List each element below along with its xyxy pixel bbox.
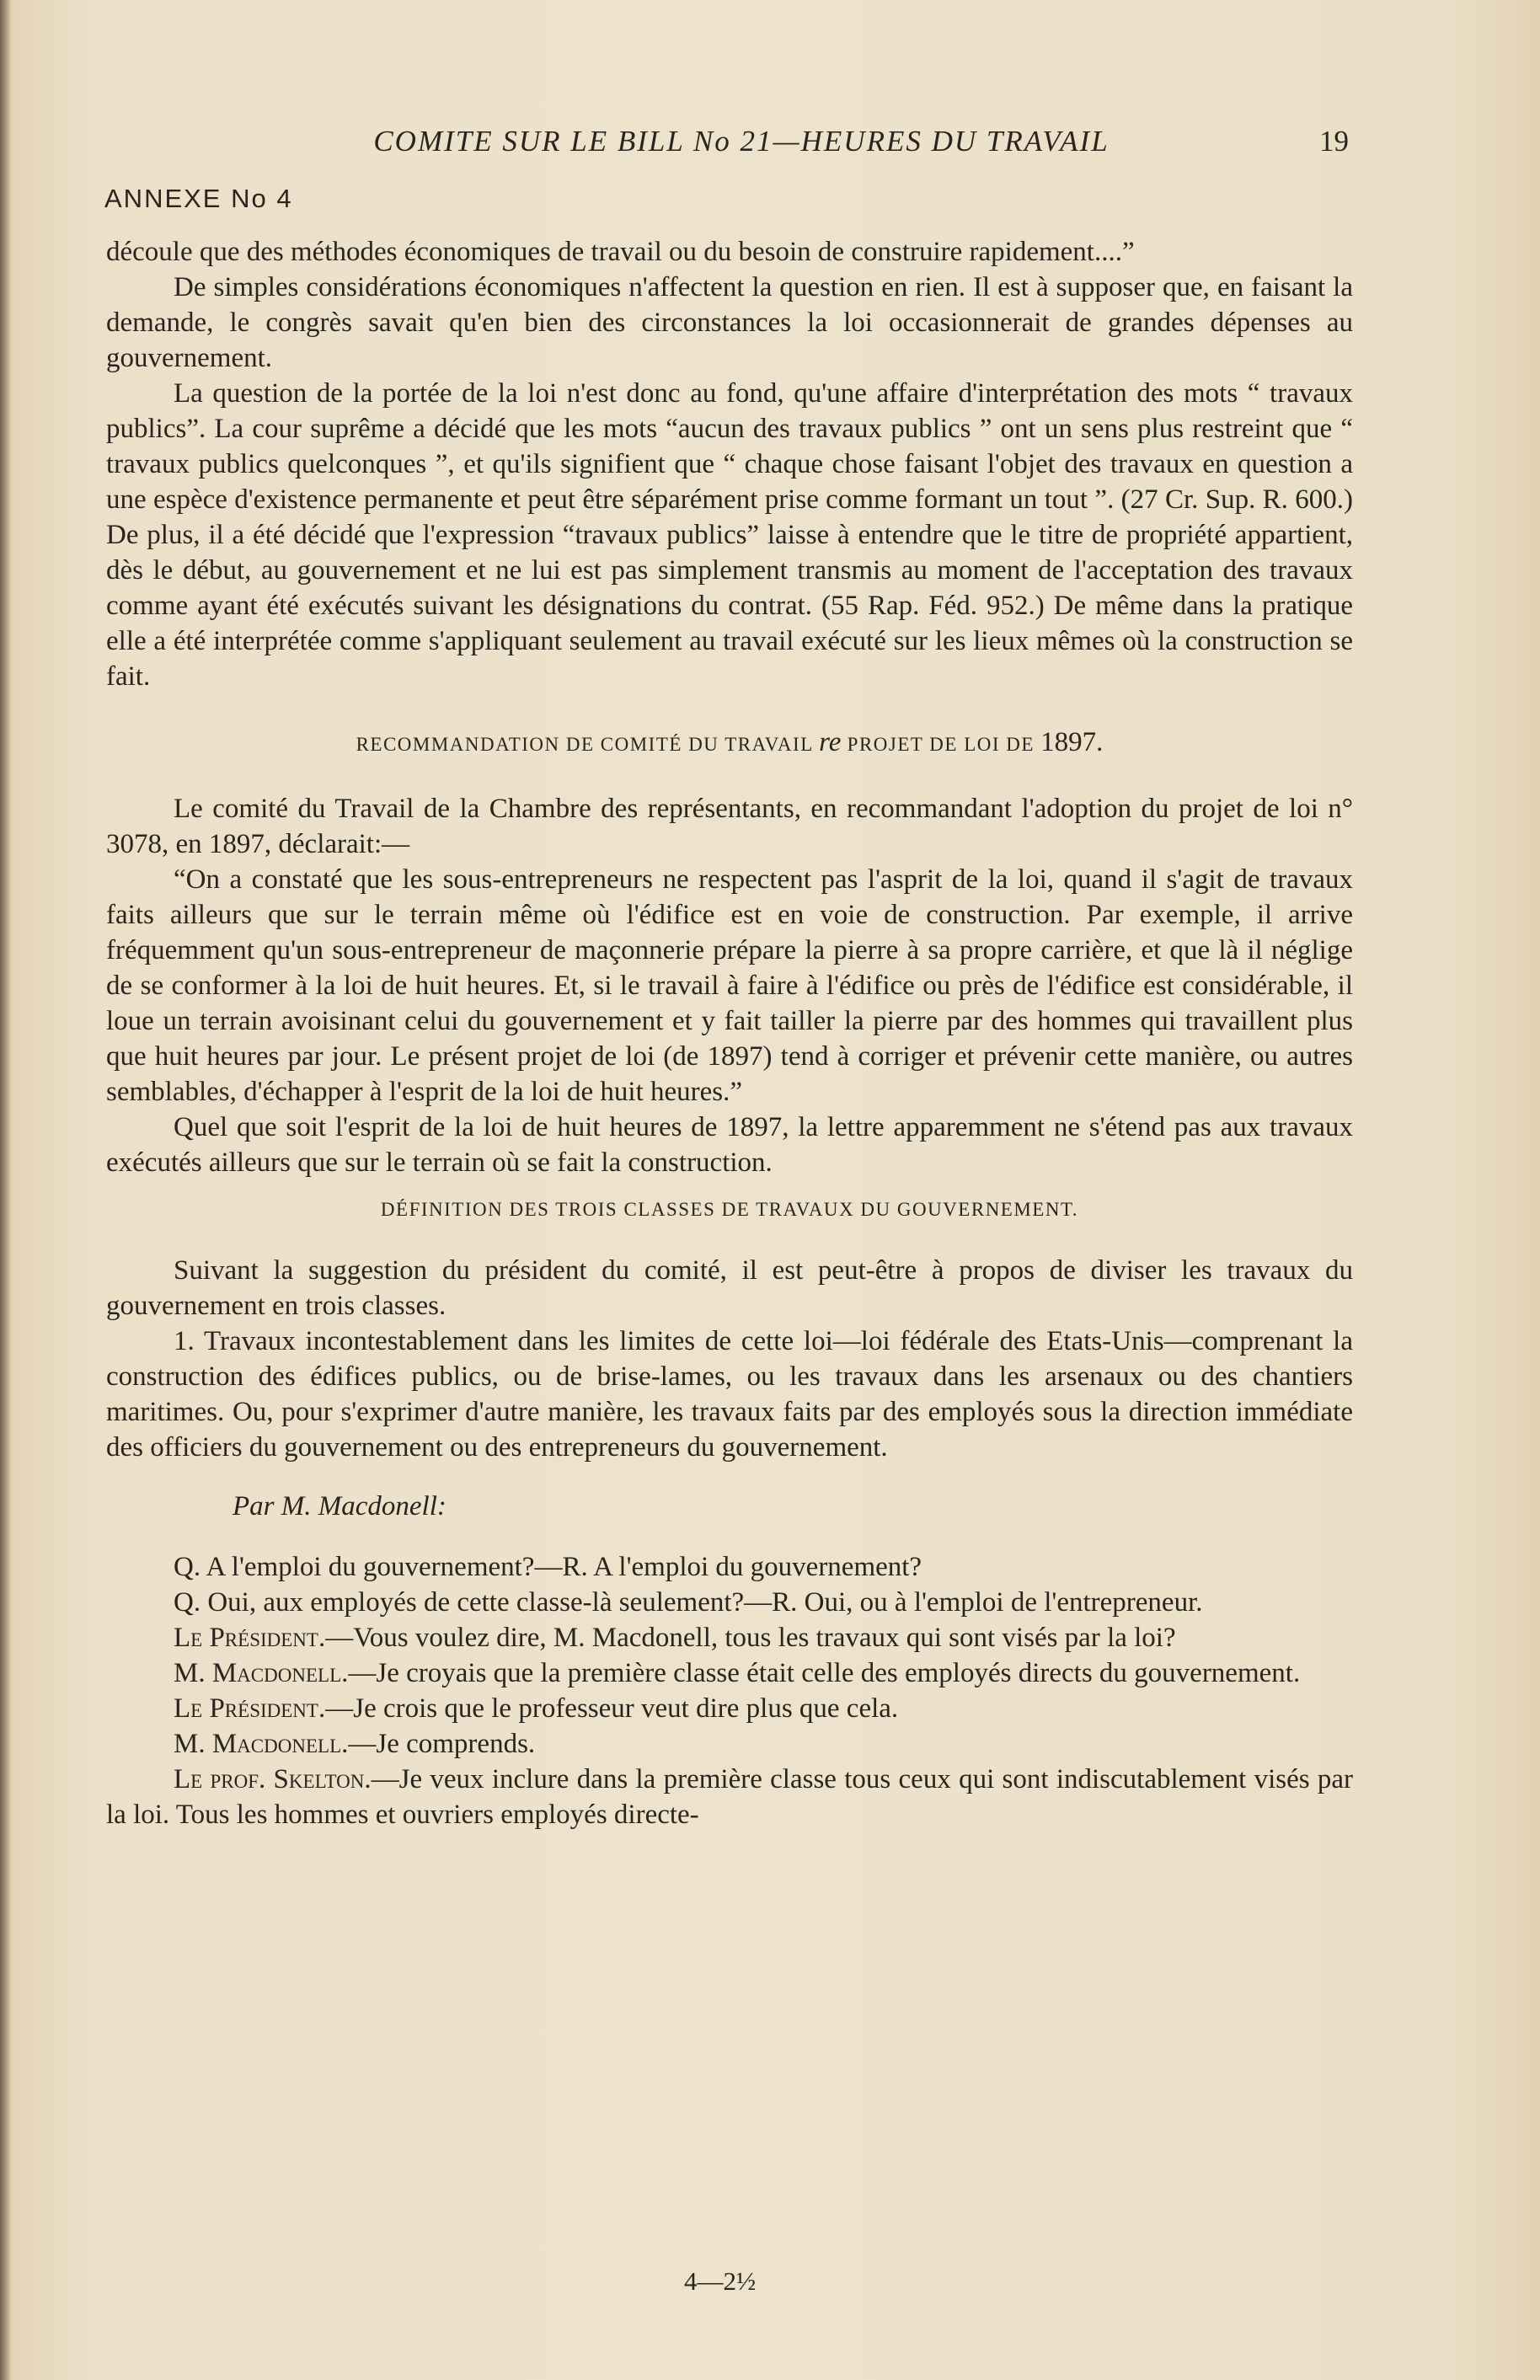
dialogue-line	[106, 1691, 1353, 1726]
page-number: 19	[1319, 125, 1349, 158]
paragraph: La question de la portée de la loi n'est donc au fond, qu'une affaire d'interprétation des mots “ travaux publics”. La cour suprême a décidé que les mots “aucun des travaux publics ” ont un sens plus restreint que “ travaux publics quelconques ”, et qu'ils signifient que “ chaque chose faisant l'objet des travaux en question a une espèce d'existence permanente et peut être séparément prise comme formant un tout ”. (27 Cr. Sup. R. 600.) De plus, il a été décidé que l'expression “travaux publics” laisse à entendre que le titre de propriété appartient, dès le début, au gouvernement et ne lui est pas simplement transmis au moment de l'acceptation des travaux comme ayant été exécutés suivant les désignations du contrat. (55 Rap. Féd. 952.) De même dans la pratique elle a été interprétée comme s'appliquant seulement au travail exécuté sur les lieux mêmes où la construction se fait.	[106, 378, 1353, 692]
paragraph: Quel que soit l'esprit de la loi de huit heures de 1897, la lettre apparemment ne s'étend pas aux travaux exécutés ailleurs que sur le terrain où se fait la construction.	[106, 1112, 1353, 1178]
speaker-heading: Par M. Macdonell:	[233, 1491, 446, 1522]
section-heading: DÉFINITION DES TROIS CLASSES DE TRAVAUX DU GOUVERNEMENT.	[380, 1199, 1079, 1220]
speaker-name: M. Macdonell.	[174, 1729, 349, 1759]
dialogue-line	[106, 1726, 1353, 1762]
paragraph: De simples considérations économiques n'affectent la question en rien. Il est à supposer que, en faisant la demande, le congrès savait qu'en bien des circonstances la loi occasionnerait de grandes dépenses au gouvernement.	[106, 272, 1353, 373]
section-heading	[106, 725, 1353, 762]
paragraph: Le comité du Travail de la Chambre des représentants, en recommandant l'adoption du projet de loi n° 3078, en 1897, déclarait:—	[106, 794, 1353, 859]
question-answer: Q. A l'emploi du gouvernement?—R. A l'emploi du gouvernement?	[174, 1552, 922, 1582]
running-head: COMITE SUR LE BILL No 21—HEURES DU TRAVAIL	[373, 125, 1110, 158]
heading-text: RECOMMANDATION DE COMITÉ DU TRAVAIL	[356, 734, 813, 755]
speaker-name: Le Président.	[174, 1693, 326, 1724]
paragraph: Suivant la suggestion du président du comité, il est peut-être à propos de diviser les travaux du gouvernement en trois classes.	[106, 1255, 1353, 1321]
question-answer: Q. Oui, aux employés de cette classe-là seulement?—R. Oui, ou à l'emploi de l'entrepreneur.	[174, 1587, 1203, 1618]
annexe-label: ANNEXE No 4	[104, 184, 293, 213]
body-text	[106, 234, 1353, 1832]
speaker-name: M. Macdonell.	[174, 1658, 349, 1688]
speech-text: —Je croyais que la première classe était celle des employés directs du gouvernement.	[348, 1658, 1301, 1688]
dialogue-line	[106, 1762, 1353, 1832]
speaker-name: Le prof. Skelton.	[174, 1764, 372, 1794]
paragraph: 1. Travaux incontestablement dans les limites de cette loi—loi fédérale des Etats-Unis—comprenant la construction des édifices publics, ou de brise-lames, ou les travaux dans les arsenaux ou des chantiers maritimes. Ou, pour s'exprimer d'autre manière, les travaux faits par des employés sous la direction immédiate des officiers du gouvernement ou des entrepreneurs du gouvernement.	[106, 1326, 1353, 1463]
speech-text: —Vous voulez dire, M. Macdonell, tous les travaux qui sont visés par la loi?	[325, 1623, 1176, 1653]
heading-year: 1897.	[1040, 727, 1104, 757]
quoted-paragraph: “On a constaté que les sous-entrepreneurs ne respectent pas l'asprit de la loi, quand il s'agit de travaux faits ailleurs que sur le terrain même où l'édifice est en voie de construction. Par exemple, il arrive fréquemment qu'un sous-entrepreneur de maçonnerie prépare la pierre à sa propre carrière, et que là il néglige de se conformer à la loi de huit heures. Et, si le travail à faire à l'édifice ou près de l'édifice est considérable, il loue un terrain avoisinant celui du gouvernement et y fait tailler la pierre par des hommes qui travaillent plus que huit heures par jour. Le présent projet de loi (de 1897) tend à corriger et prévenir cette manière, ou autres semblables, d'échapper à l'esprit de la loi de huit heures.”	[106, 864, 1353, 1107]
paragraph: découle que des méthodes économiques de travail ou du besoin de construire rapidement....”	[106, 237, 1135, 267]
signature-mark: 4—2½	[684, 2266, 757, 2296]
binding-edge	[0, 0, 12, 2380]
heading-text: PROJET DE LOI DE	[847, 734, 1035, 755]
speech-text: —Je comprends.	[348, 1729, 536, 1759]
speech-text: —Je veux inclure dans la première classe tous ceux qui sont indiscutablement visés par la loi. Tous les hommes et ouvriers employés directe-	[106, 1764, 1353, 1830]
dialogue-line	[106, 1620, 1353, 1655]
heading-re: re	[819, 727, 842, 757]
speech-text: —Je crois que le professeur veut dire plus que cela.	[325, 1693, 899, 1724]
speaker-name: Le Président.	[174, 1623, 326, 1653]
dialogue-line	[106, 1655, 1353, 1691]
